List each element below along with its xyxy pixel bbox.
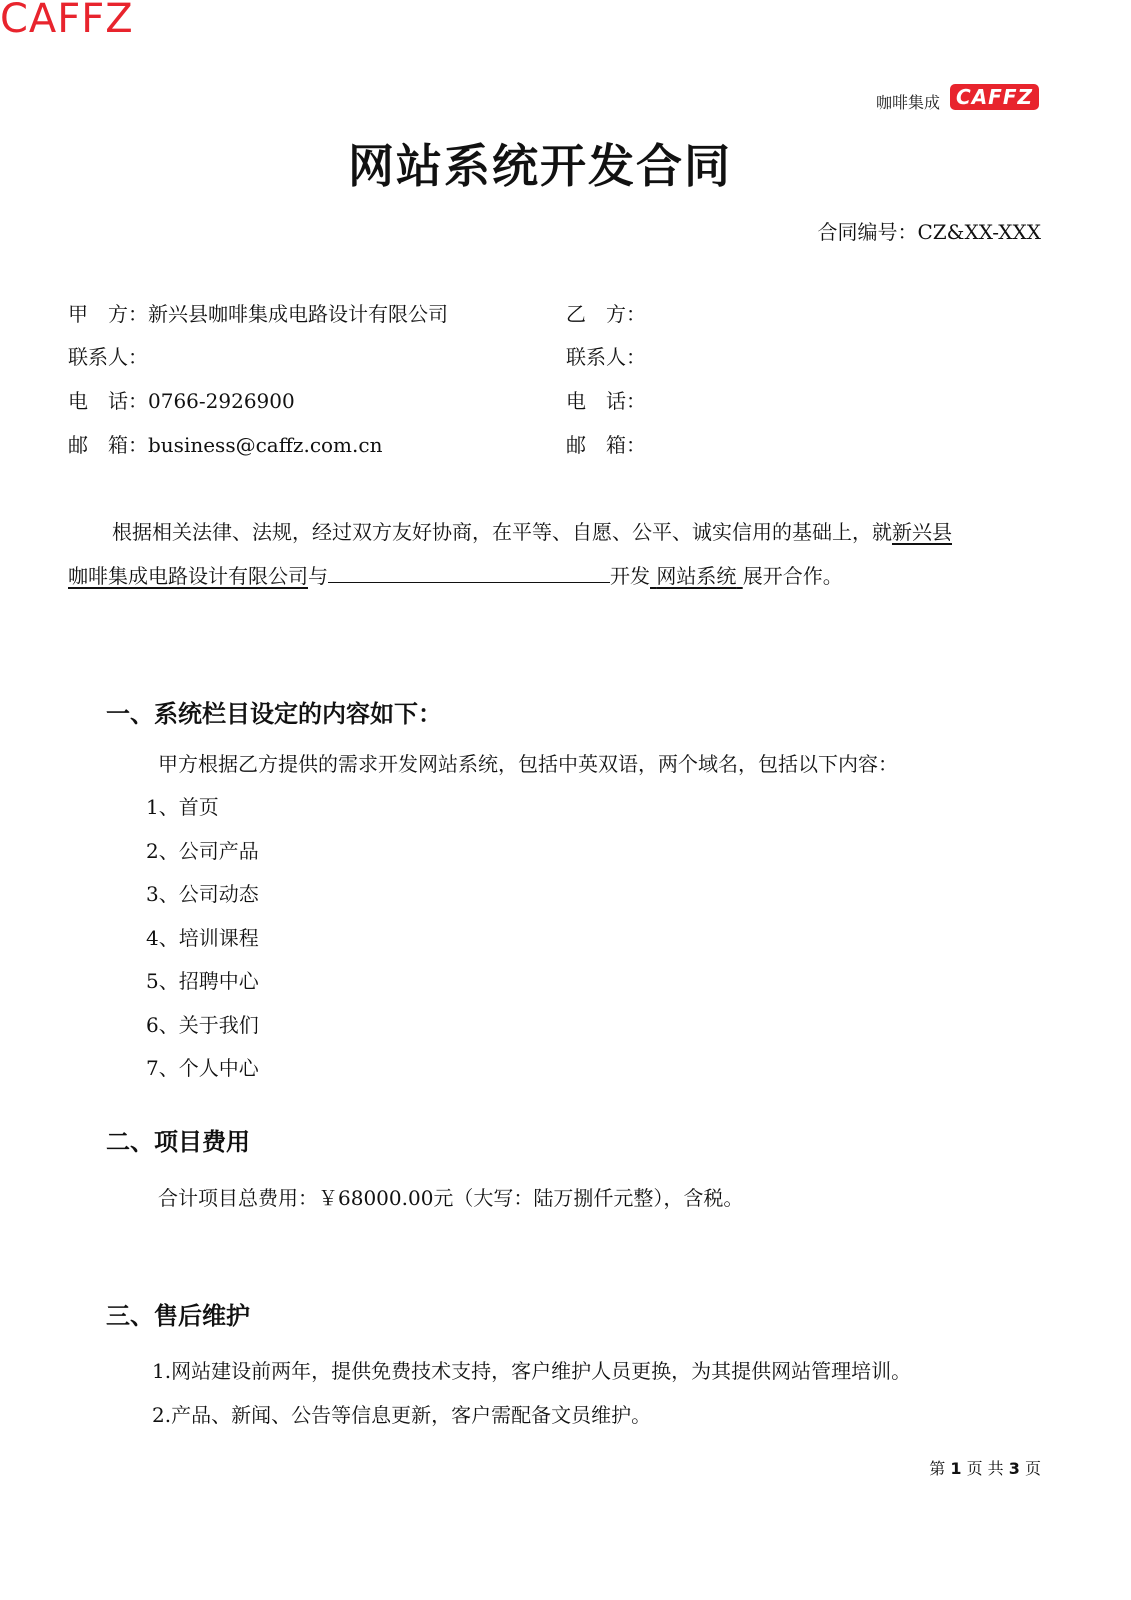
list-item: 3、公司动态 [146,882,259,906]
party-b-phone: 电 话： [566,389,646,413]
section-1-desc: 甲方根据乙方提供的需求开发网站系统，包括中英双语，两个域名，包括以下内容： [158,752,898,776]
party-b-email: 邮 箱： [566,433,646,457]
list-item: 1、首页 [146,795,219,819]
list-item: 1.网站建设前两年，提供免费技术支持，客户维护人员更换，为其提供网站管理培训。 [152,1359,912,1383]
intro-text-part2: 与 [308,564,328,588]
intro-text-part4: 展开合作。 [742,564,843,588]
current-page-number: 1 [950,1459,962,1478]
intro-text-part3: 开发 [610,564,650,588]
party-b-contact: 联系人： [566,345,646,369]
page-number-footer: 第 1 页 共 3 页 [929,1459,1041,1478]
header-brand [876,80,1039,113]
list-item: 4、培训课程 [146,926,259,950]
total-page-count: 3 [1008,1459,1020,1478]
list-item: 5、招聘中心 [146,969,259,993]
party-a-contact: 联系人： [68,345,148,369]
page-title: 网站系统开发合同 [348,139,732,193]
section-1-heading: 一、系统栏目设定的内容如下： [106,700,442,728]
contract-number: 合同编号：CZ&XX-XXX [817,220,1041,244]
project-fee-text: 合计项目总费用：￥68000.00元（大写：陆万捌仟元整），含税。 [158,1186,744,1210]
caffz-logo-icon: CAFFZ [950,84,1039,110]
section-3-heading: 三、售后维护 [106,1302,250,1330]
intro-company-underline-2: 咖啡集成电路设计有限公司 [68,564,308,588]
list-item: 2、公司产品 [146,839,259,863]
party-b-blank-line [328,564,610,583]
intro-project-underline: 网站系统 [656,564,737,588]
intro-line-1 [112,516,952,545]
header-brand-text: 咖啡集成 [876,93,941,112]
list-item: 6、关于我们 [146,1013,259,1037]
party-a-email: 邮 箱：business@caffz.com.cn [68,433,383,457]
party-b-name: 乙 方： [566,302,646,326]
list-item: 2.产品、新闻、公告等信息更新，客户需配备文员维护。 [152,1403,652,1427]
party-a-name: 甲 方：新兴县咖啡集成电路设计有限公司 [68,302,448,326]
party-a-phone: 电 话：0766-2926900 [68,389,295,413]
list-item: 7、个人中心 [146,1056,259,1080]
intro-text-part1: 根据相关法律、法规，经过双方友好协商，在平等、自愿、公平、诚实信用的基础上，就 [112,520,892,544]
intro-line-2 [68,560,843,589]
section-2-heading: 二、项目费用 [106,1128,250,1156]
corner-brand-logo: CAFFZ [0,0,134,42]
intro-company-underline-1: 新兴县 [892,520,952,544]
